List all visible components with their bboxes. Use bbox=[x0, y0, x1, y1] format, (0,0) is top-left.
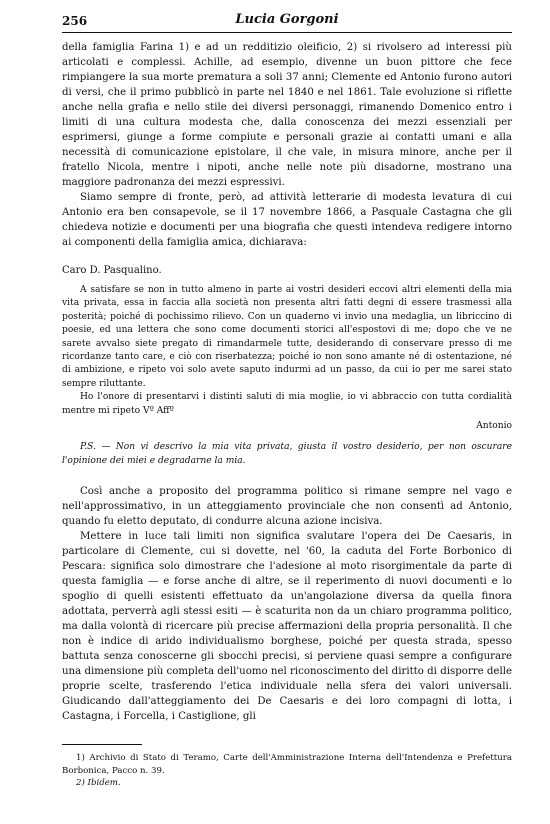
paragraph: Siamo sempre di fronte, però, ad attività letterarie di modesta levatura di cui Antonio era ben consapevole, se il 17 novembre 1866, a Pasquale Castagna che gli chiedeva notizie e documenti per una biografia che questi intendeva redigere intorno ai componenti della famiglia amica, dichiarava: bbox=[62, 192, 512, 248]
page-number: 256 bbox=[62, 14, 88, 28]
letter-paragraph: A satisfare se non in tutto almeno in parte ai vostri desideri eccovi altri elementi della mia vita privata, essa in faccia alla società non presenta altri fatti degni di essere trasmessi alla posterità; poiché di pochissimo rilievo. Con un quaderno vi invio una medaglia, un libriccino di poesie, ed una lettera che sono come documenti storici all'espostovi di me; dopo che ve ne sarete avvalso siete pregato di rimandarmele tutte, desiderando di conservare presso di me ricordanze tanto care, e ciò con riserbatezza; poiché io non sono amante né di ostentazione, né di ambizione, e ripeto voi solo avete saputo indurmi ad un passo, da cui io per me sarei stato sempre riluttante. bbox=[62, 285, 512, 389]
paragraph: Mettere in luce tali limiti non significa svalutare l'opera dei De Caesaris, in particolare di Clemente, cui si dovette, nel '60, la caduta del Forte Borbonico di Pescara: significa solo dimostrare che l'adesione al moto risorgimentale da parte di questa famiglia — e forse anche di altre, se il reperimento di nuovi documenti e lo spoglio di quelli esistenti effettuato da un'angolazione diversa da quella finora adottata, perverrà agli stessi esiti — è scaturita non da un chiaro programma politico, ma dalla volontà di ricercare più precise affermazioni della propria personalità. Il che non è indice di arido individualismo borghese, poiché per questa strada, spesso battuta senza conoscerne gli sbocchi precisi, si perviene quasi sempre a configurare una dimensione più completa dell'uomo nel riconoscimento del diritto di disporre delle proprie scelte, trasferendo l'etica individuale nella sfera dei valori universali. Giudicando dall'atteggiamento dei De Caesaris e dei loro compagni di lotta, i Castagna, i Forcella, i Castiglione, gli bbox=[62, 531, 512, 723]
letter-postscript bbox=[62, 441, 512, 468]
letter-quote bbox=[62, 284, 512, 433]
footnote: 2) Ibidem. bbox=[76, 778, 121, 788]
running-head: Lucia Gorgoni bbox=[235, 12, 339, 27]
footnote-rule bbox=[62, 744, 142, 745]
paragraph: della famiglia Farina 1) e ad un redditizio oleificio, 2) si rivolsero ad interessi più articolati e complessi. Achille, ad esempio, divenne un buon pittore che fece rimpiangere la sua morte prematura a soli 37 anni; Clemente ed Antonio furono autori di versi, che il primo pubblicò in parte nel 1840 e nel 1861. Tale evoluzione si riflette anche nella grafia e nello stile dei diversi personaggi, rimanendo Domenico entro i limiti di una cultura modesta che, dalla conoscenza dei mezzi essenziali per esprimersi, giunge a forme compiute e personali grazie ai contatti umani e alla necessità di comunicazione epistolare, il che vale, in misura minore, anche per il fratello Nicola, mentre i nipoti, anche nelle note più disadorne, mostrano una maggiore padronanza dei mezzi espressivi. bbox=[62, 42, 512, 188]
footnote: 1) Archivio di Stato di Teramo, Carte dell'Amministrazione Interna dell'Intendenza e Prefettura Borbonica, Pacco n. 39. bbox=[62, 753, 512, 776]
main-text-continued bbox=[62, 484, 512, 724]
body-text bbox=[62, 40, 512, 724]
main-text bbox=[62, 40, 512, 250]
letter-signature: Antonio bbox=[476, 421, 512, 432]
footnotes bbox=[62, 752, 512, 790]
page-header bbox=[62, 8, 512, 33]
letter-salutation: Caro D. Pasqualino. bbox=[62, 265, 162, 276]
letter-paragraph: Ho l'onore di presentarvi i distinti saluti di mia moglie, io vi abbraccio con tutta cordialità mentre mi ripeto Vº Affº bbox=[62, 392, 512, 416]
postscript-text: P.S. — Non vi descrivo la mia vita privata, giusta il vostro desiderio, per non oscurare l'opinione dei miei e degradarne la mia. bbox=[62, 442, 512, 466]
paragraph: Così anche a proposito del programma politico si rimane sempre nel vago e nell'approssimativo, in un atteggiamento provinciale che non consentì ad Antonio, quando fu eletto deputato, di condurre alcuna azione incisiva. bbox=[62, 486, 512, 528]
